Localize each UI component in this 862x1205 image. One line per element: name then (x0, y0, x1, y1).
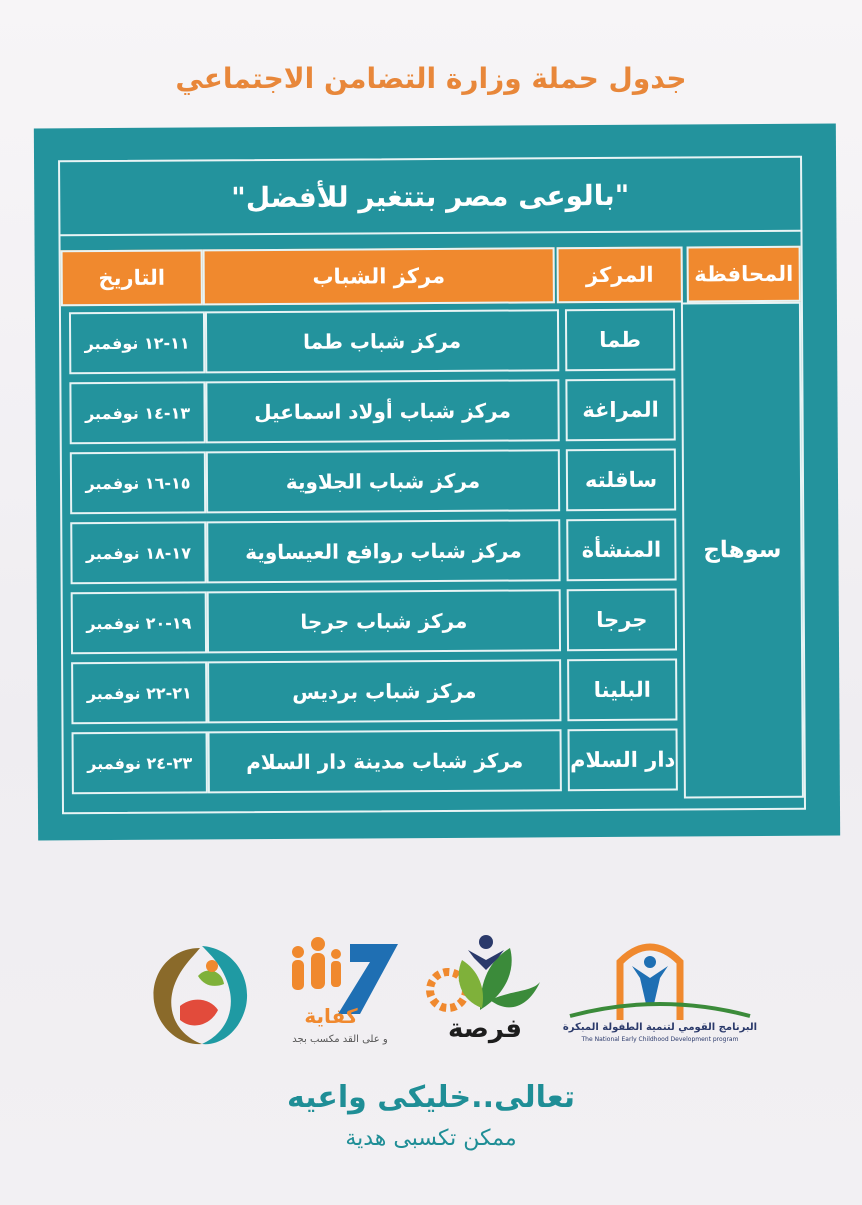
center-cell: المنشأة (566, 519, 676, 582)
header-center: المركز (557, 246, 683, 303)
partner-logos (0, 920, 862, 1070)
table-row (69, 309, 675, 375)
youth-center-cell: مركز شباب مدينة دار السلام (208, 729, 562, 793)
ecd-name-english: The National Early Childhood Development program (581, 1036, 739, 1043)
kafaya-wordmark: كفاية (304, 1004, 358, 1028)
page-title: جدول حملة وزارة التضامن الاجتماعي (175, 62, 687, 95)
footer-slogan: تعالى..خليكى واعيه (286, 1080, 576, 1115)
date-cell: ١١-١٢ نوفمبر (69, 311, 205, 374)
table-row (72, 729, 678, 795)
footer-subtext: ممكن تكسبى هدية (345, 1126, 517, 1151)
ecd-name-arabic: البرنامج القومي لتنمية الطفولة المبكرة (562, 1022, 758, 1033)
table-row (71, 659, 677, 725)
date-cell: ٢٣-٢٤ نوفمبر (72, 731, 208, 794)
date-cell: ١٣-١٤ نوفمبر (69, 381, 205, 444)
center-cell: جرجا (567, 589, 677, 652)
date-cell: ١٥-١٦ نوفمبر (70, 451, 206, 514)
schedule-table (58, 156, 806, 815)
youth-center-cell: مركز شباب أولاد اسماعيل (205, 379, 559, 443)
center-cell: المراغة (565, 379, 675, 442)
ecd-logo (560, 932, 760, 1062)
youth-center-cell: مركز شباب طما (205, 309, 559, 373)
date-cell: ١٩-٢٠ نوفمبر (71, 591, 207, 654)
forsa-wordmark: فرصة (447, 1014, 523, 1044)
date-cell: ٢١-٢٢ نوفمبر (71, 661, 207, 724)
center-cell: دار السلام (568, 729, 678, 792)
center-cell: طما (565, 309, 675, 372)
governorate-cell: سوهاج (681, 302, 804, 799)
wa3y-logo (140, 936, 260, 1056)
schedule-board (34, 124, 840, 841)
table-row (69, 379, 675, 445)
kafaya-logo (280, 934, 410, 1064)
kafaya-tagline: و على القد مكسب بجد (292, 1034, 388, 1045)
youth-center-cell: مركز شباب جرجا (207, 589, 561, 653)
table-row (71, 589, 677, 655)
table-row (70, 519, 676, 585)
header-youth-center: مركز الشباب (203, 247, 555, 305)
header-governorate: المحافظة (687, 246, 801, 303)
center-cell: ساقلته (566, 449, 676, 512)
youth-center-cell: مركز شباب برديس (207, 659, 561, 723)
ecd-emblem-icon (560, 932, 760, 1022)
center-cell: البلينا (567, 659, 677, 722)
forsa-logo (420, 930, 550, 1060)
wa3y-emblem-icon (140, 936, 260, 1056)
campaign-slogan: "بالوعى مصر بتتغير للأفضل" (60, 158, 800, 237)
youth-center-cell: مركز شباب روافع العيساوية (206, 519, 560, 583)
date-cell: ١٧-١٨ نوفمبر (70, 521, 206, 584)
table-row (70, 449, 676, 515)
forsa-emblem-icon (420, 930, 550, 1020)
header-date: التاريخ (61, 249, 203, 306)
youth-center-cell: مركز شباب الجلاوية (206, 449, 560, 513)
